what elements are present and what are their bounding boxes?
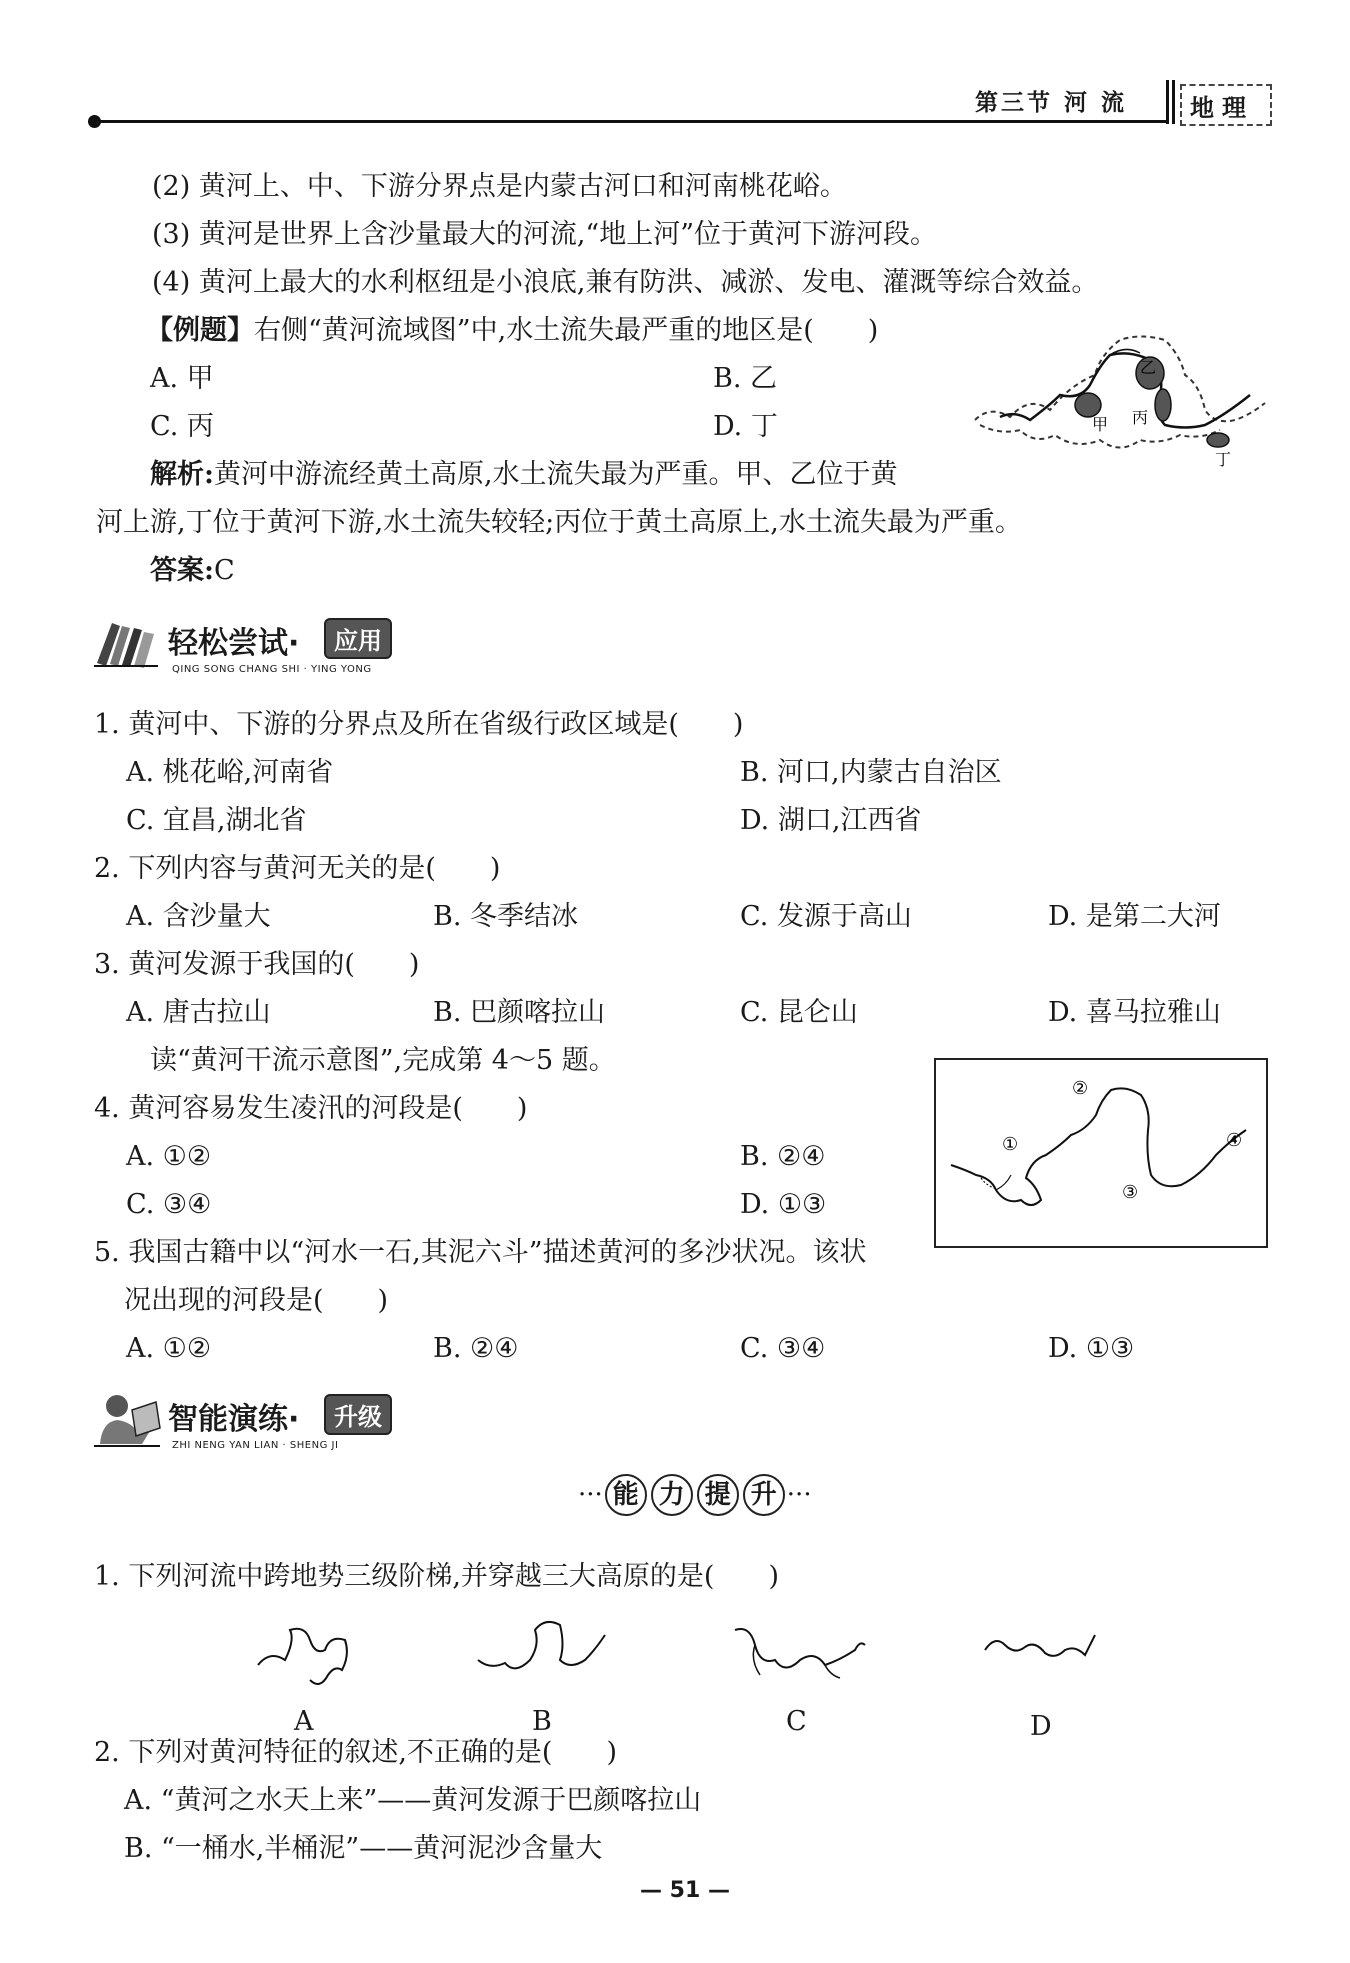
map2-label-2: ②: [1072, 1078, 1089, 1099]
option-a: A. 甲: [150, 363, 214, 394]
note-line: (2) 黄河上、中、下游分界点是内蒙古河口和河南桃花峪。: [152, 171, 847, 202]
heading-dots: ···: [786, 1480, 812, 1510]
question-4: 4. 黄河容易发生凌汛的河段是( ): [94, 1093, 528, 1124]
q4-option-b: B. ②④: [740, 1141, 826, 1172]
question-2: 2. 下列内容与黄河无关的是( ): [94, 853, 501, 884]
banner-title: 轻松尝试: [168, 626, 288, 661]
header-divider: [1166, 80, 1169, 124]
option-d: D. 丁: [713, 411, 778, 442]
q4-option-d: D. ①③: [740, 1189, 827, 1220]
p2-option-b: B. “一桶水,半桶泥”——黄河泥沙含量大: [124, 1833, 603, 1864]
river-option-b-sketch: [470, 1615, 610, 1695]
q4-option-a: A. ①②: [126, 1141, 212, 1172]
subject-label: 地 理: [1190, 94, 1246, 122]
section-banner-practice: [92, 1388, 412, 1460]
option-label-b: B: [532, 1706, 552, 1737]
header-rule-dot: [88, 115, 101, 128]
option-label-c: C: [786, 1706, 807, 1737]
banner-subtitle: QING SONG CHANG SHI · YING YONG: [172, 664, 372, 675]
option-b: B. 乙: [713, 363, 778, 394]
section-banner-try: [92, 612, 412, 684]
note-line: (3) 黄河是世界上含沙量最大的河流,“地上河”位于黄河下游河段。: [152, 219, 938, 250]
question-3: 3. 黄河发源于我国的( ): [94, 949, 420, 980]
header-rule: [92, 120, 1167, 123]
q1-option-a: A. 桃花峪,河南省: [126, 757, 334, 788]
books-icon: [92, 618, 162, 668]
river-option-a-sketch: [250, 1620, 360, 1700]
map-label-bing: 丙: [1132, 408, 1149, 427]
map-label-ding: 丁: [1215, 450, 1232, 469]
analysis-line: 解析:黄河中游流经黄土高原,水土流失最为严重。甲、乙位于黄: [150, 459, 898, 490]
practice-question-2: 2. 下列对黄河特征的叙述,不正确的是( ): [94, 1737, 617, 1768]
practice-question-1: 1. 下列河流中跨地势三级阶梯,并穿越三大高原的是( ): [94, 1561, 779, 1592]
answer-line: 答案:C: [150, 555, 235, 586]
river-option-c-sketch: [730, 1620, 870, 1700]
map2-label-1: ①: [1002, 1134, 1019, 1155]
question-5: 5. 我国古籍中以“河水一石,其泥六斗”描述黄河的多沙状况。该状: [94, 1237, 867, 1268]
q1-option-c: C. 宜昌,湖北省: [126, 805, 307, 836]
heading-dots: ···: [578, 1480, 603, 1510]
q2-option-a: A. 含沙量大: [126, 901, 271, 932]
q5-option-b: B. ②④: [433, 1333, 519, 1364]
q5-option-c: C. ③④: [740, 1333, 826, 1364]
q3-option-b: B. 巴颜喀拉山: [433, 997, 606, 1028]
yellow-river-mainstream-map: [934, 1058, 1268, 1248]
heading-char: 力: [651, 1474, 693, 1516]
heading-char: 能: [605, 1474, 647, 1516]
q1-option-d: D. 湖口,江西省: [740, 805, 922, 836]
option-c: C. 丙: [150, 411, 214, 442]
q2-option-c: C. 发源于高山: [740, 901, 912, 932]
q2-option-d: D. 是第二大河: [1048, 901, 1221, 932]
map-label-jia: 甲: [1092, 415, 1109, 434]
question-5-cont: 况出现的河段是( ): [124, 1285, 389, 1316]
q3-option-d: D. 喜马拉雅山: [1048, 997, 1221, 1028]
reader-icon: [92, 1392, 162, 1448]
map2-label-3: ③: [1122, 1182, 1139, 1203]
section-title: 第三节 河 流: [975, 90, 1128, 116]
banner-tag: 应用: [324, 618, 392, 659]
banner-dot: ·: [288, 626, 300, 661]
banner-dot: ·: [288, 1402, 300, 1437]
river-option-d-sketch: [980, 1625, 1100, 1685]
p2-option-a: A. “黄河之水天上来”——黄河发源于巴颜喀拉山: [124, 1785, 702, 1816]
read-instruction: 读“黄河干流示意图”,完成第 4～5 题。: [150, 1045, 616, 1076]
q5-option-d: D. ①③: [1048, 1333, 1135, 1364]
yellow-river-basin-map: [960, 325, 1275, 485]
map2-label-4: ④: [1226, 1130, 1243, 1151]
example-question: 【例题】右侧“黄河流域图”中,水土流失最严重的地区是( ): [146, 315, 879, 346]
banner-title: 智能演练: [168, 1402, 288, 1437]
option-label-a: A: [294, 1706, 314, 1737]
q3-option-a: A. 唐古拉山: [126, 997, 271, 1028]
page-number: — 51 —: [640, 1878, 730, 1903]
heading-char: 提: [697, 1474, 739, 1516]
analysis-line: 河上游,丁位于黄河下游,水土流失较轻;丙位于黄土高原上,水土流失最为严重。: [96, 507, 1022, 538]
question-1: 1. 黄河中、下游的分界点及所在省级行政区域是( ): [94, 709, 744, 740]
banner-tag: 升级: [324, 1394, 392, 1435]
river-sketch: [936, 1060, 1266, 1246]
header-divider: [1172, 80, 1175, 124]
q2-option-b: B. 冬季结冰: [433, 901, 579, 932]
heading-char: 升: [743, 1474, 785, 1516]
q3-option-c: C. 昆仑山: [740, 997, 858, 1028]
q1-option-b: B. 河口,内蒙古自治区: [740, 757, 1002, 788]
option-label-d: D: [1030, 1711, 1052, 1742]
q5-option-a: A. ①②: [126, 1333, 212, 1364]
note-line: (4) 黄河上最大的水利枢纽是小浪底,兼有防洪、减淤、发电、灌溉等综合效益。: [152, 267, 1099, 298]
q4-option-c: C. ③④: [126, 1189, 212, 1220]
ability-heading: [578, 1474, 812, 1516]
banner-subtitle: ZHI NENG YAN LIAN · SHENG JI: [172, 1440, 339, 1451]
map-label-yi: 乙: [1140, 358, 1157, 377]
